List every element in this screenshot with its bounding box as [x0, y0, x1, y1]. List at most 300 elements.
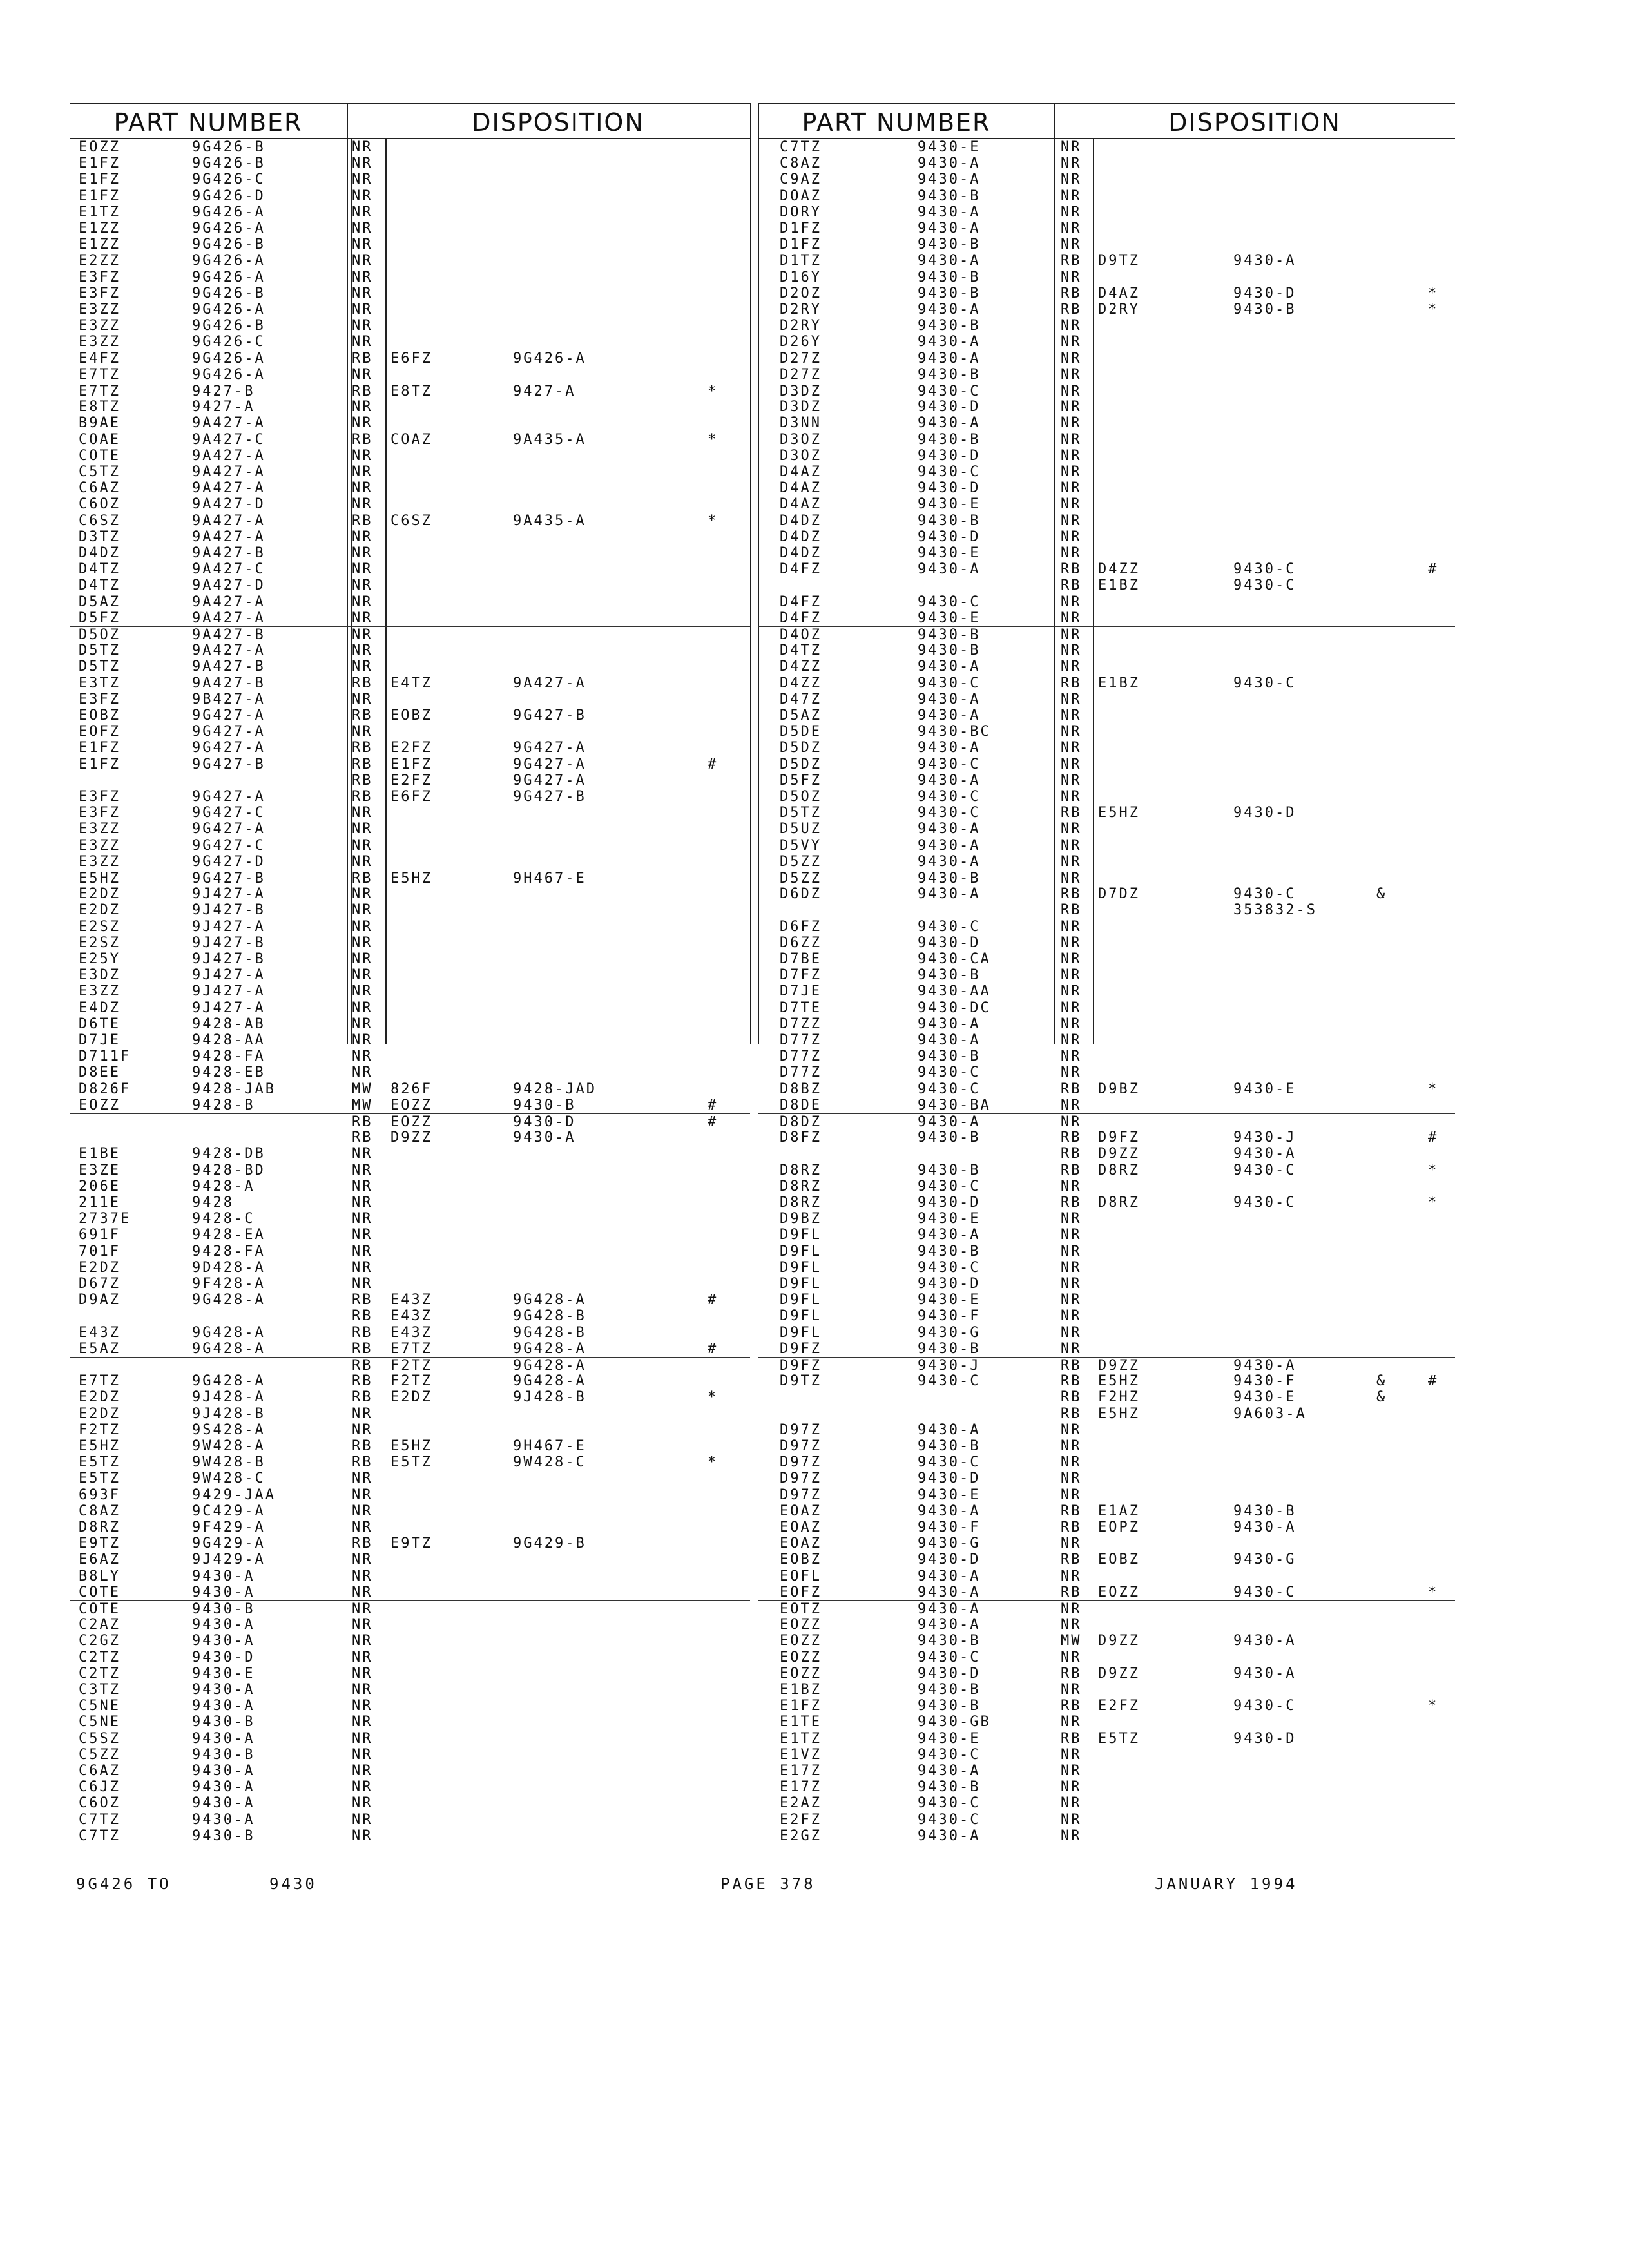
table-row [70, 1584, 750, 1600]
replacement-number: 9G428-A [513, 1340, 586, 1357]
table-row [70, 155, 750, 171]
disposition-code: RB [352, 789, 373, 805]
table-row [758, 740, 1455, 756]
replacement-prefix: E5TZ [390, 1454, 432, 1471]
disposition-code: NR [352, 1649, 373, 1666]
replacement-number: 9430-B [513, 1097, 576, 1113]
replacement-prefix: E7TZ [390, 1340, 432, 1357]
disposition-code: RB [352, 740, 373, 756]
table-row [70, 1048, 750, 1064]
part-prefix: F2TZ [79, 1421, 120, 1438]
table-row [758, 1113, 1455, 1130]
table-row [758, 610, 1455, 626]
replacement-prefix: E6FZ [390, 350, 432, 367]
table-row [758, 529, 1455, 545]
part-prefix: D77Z [780, 1064, 822, 1081]
replacement-prefix: D9TZ [1098, 253, 1140, 269]
table-row [70, 967, 750, 983]
disposition-code: NR [1061, 853, 1082, 870]
disposition-code: NR [1061, 1454, 1082, 1471]
part-number: 9430-B [918, 1129, 981, 1146]
replacement-number: 9430-C [1233, 1698, 1296, 1715]
disposition-code: NR [1061, 204, 1082, 220]
part-number: 9430-E [918, 1292, 981, 1309]
table-row [70, 1406, 750, 1422]
part-prefix: D5TZ [79, 658, 120, 675]
part-number: 9430-C [918, 1746, 981, 1763]
table-row [70, 854, 750, 870]
part-prefix: D1FZ [780, 220, 822, 236]
part-prefix: E3FZ [79, 789, 120, 805]
part-prefix: 211E [79, 1195, 120, 1211]
part-number: 9G426-A [192, 253, 265, 269]
table-row [70, 236, 750, 253]
replacement-prefix: E1AZ [1098, 1503, 1140, 1519]
part-prefix: EOAZ [780, 1503, 822, 1519]
note-flag: * [708, 512, 718, 529]
part-number: 9430-A [192, 1682, 255, 1698]
part-prefix: E1VZ [780, 1746, 822, 1763]
part-prefix: E1FZ [79, 187, 120, 204]
part-prefix: D5TZ [79, 642, 120, 659]
replacement-number: 9G429-B [513, 1535, 586, 1552]
part-prefix: C8AZ [780, 155, 822, 172]
disposition-code: NR [352, 366, 373, 383]
part-number: 9G426-C [192, 334, 265, 351]
part-number: 9430-A [192, 1698, 255, 1715]
table-row [758, 756, 1455, 773]
part-number: 9S428-A [192, 1421, 265, 1438]
part-number: 9W428-A [192, 1438, 265, 1454]
disposition-code: NR [1061, 1032, 1082, 1048]
replacement-number: 9G428-A [513, 1292, 586, 1309]
disposition-code: NR [1061, 334, 1082, 351]
disposition-code: NR [352, 1552, 373, 1568]
part-number: 9428-AB [192, 1015, 265, 1032]
disposition-code: NR [352, 545, 373, 561]
replacement-number: 9A435-A [513, 431, 586, 448]
disposition-code: NR [1061, 1535, 1082, 1552]
disposition-code: RB [1061, 1552, 1082, 1568]
disposition-code: NR [352, 1470, 373, 1487]
disposition-code: NR [352, 1503, 373, 1519]
disposition-code: RB [352, 772, 373, 789]
part-prefix: E2DZ [79, 1389, 120, 1406]
part-number: 9430-C [918, 1811, 981, 1828]
disposition-code: NR [1061, 1649, 1082, 1666]
disposition-code: NR [352, 302, 373, 318]
replacement-prefix: E43Z [390, 1292, 432, 1309]
part-number: 9430-B [918, 318, 981, 334]
part-prefix: COTE [79, 1601, 120, 1617]
table-row [758, 480, 1455, 496]
disposition-code: RB [1061, 886, 1082, 903]
replacement-number: 9430-A [513, 1129, 576, 1146]
part-number: 9430-G [918, 1324, 981, 1341]
part-number: 9G426-A [192, 302, 265, 318]
table-row [70, 1097, 750, 1113]
disposition-code: NR [352, 399, 373, 416]
replacement-prefix: E43Z [390, 1308, 432, 1325]
table-row [758, 1714, 1455, 1730]
footer-date: JANUARY 1994 [1155, 1875, 1298, 1893]
disposition-code: RB [352, 1389, 373, 1406]
part-prefix: D3DZ [780, 383, 822, 399]
part-prefix: D8RZ [79, 1519, 120, 1535]
disposition-code: NR [1061, 1746, 1082, 1763]
part-prefix: D26Y [780, 334, 822, 351]
table-row [70, 1617, 750, 1633]
disposition-code: NR [352, 561, 373, 578]
part-number: 9430-B [918, 1779, 981, 1796]
disposition-code: NR [1061, 1308, 1082, 1325]
replacement-prefix: EOPZ [1098, 1519, 1140, 1535]
part-prefix: C6JZ [79, 1779, 120, 1796]
table-row [70, 1357, 750, 1374]
part-number: 9430-A [918, 707, 981, 724]
disposition-code: NR [1061, 1601, 1082, 1617]
part-number: 9D428-A [192, 1259, 265, 1276]
table-row [758, 821, 1455, 837]
part-number: 9G427-A [192, 724, 265, 740]
part-prefix: C5NE [79, 1714, 120, 1731]
table-row [758, 253, 1455, 269]
part-prefix: D7TE [780, 999, 822, 1016]
part-number: 9A427-A [192, 480, 265, 497]
disposition-code: RB [1061, 1358, 1082, 1374]
disposition-code: NR [1061, 951, 1082, 967]
panel-edge [750, 103, 751, 1044]
disposition-code: NR [352, 577, 373, 594]
table-row [758, 1373, 1455, 1389]
replacement-prefix: 826F [390, 1081, 432, 1097]
replacement-number: 9430-C [1233, 675, 1296, 691]
part-prefix: D4AZ [780, 496, 822, 513]
part-number: 9A427-B [192, 545, 265, 561]
table-row [758, 919, 1455, 935]
part-prefix: D5OZ [79, 627, 120, 643]
disposition-code: RB [1061, 902, 1082, 919]
disposition-code: NR [1061, 545, 1082, 561]
disposition-code: NR [1061, 1243, 1082, 1260]
part-number: 9430-B [918, 187, 981, 204]
part-prefix: C6AZ [79, 1763, 120, 1779]
table-row [758, 1438, 1455, 1454]
table-row [70, 1731, 750, 1747]
part-prefix: D9FL [780, 1292, 822, 1309]
part-number: 9A427-A [192, 447, 265, 464]
disposition-code: RB [1061, 253, 1082, 269]
disposition-code: RB [1061, 1405, 1082, 1422]
replacement-number: 9G428-A [513, 1373, 586, 1390]
table-row [758, 658, 1455, 675]
disposition-code: NR [352, 269, 373, 285]
part-prefix: EOFZ [780, 1584, 822, 1600]
table-row [70, 870, 750, 887]
replacement-prefix: EOBZ [390, 707, 432, 724]
replacement-prefix: E2FZ [390, 740, 432, 756]
part-prefix: D8EE [79, 1064, 120, 1081]
note-flag-2: * [1428, 1081, 1439, 1097]
table-row [70, 642, 750, 658]
disposition-code: NR [1061, 464, 1082, 480]
part-number: 9430-C [918, 1454, 981, 1471]
part-prefix: E43Z [79, 1324, 120, 1341]
part-number: 9430-A [918, 1827, 981, 1844]
part-prefix: D8RZ [780, 1195, 822, 1211]
part-prefix: E9TZ [79, 1535, 120, 1552]
table-row [758, 1000, 1455, 1016]
part-prefix: C6AZ [79, 480, 120, 497]
table-row [70, 253, 750, 269]
part-prefix: E2DZ [79, 1259, 120, 1276]
disposition-code: NR [352, 724, 373, 740]
replacement-prefix: COAZ [390, 431, 432, 448]
part-prefix: D16Y [780, 269, 822, 285]
replacement-prefix: E5HZ [390, 1438, 432, 1454]
table-row [758, 1292, 1455, 1308]
replacement-number: 9430-F [1233, 1373, 1296, 1390]
part-prefix: D5DZ [780, 756, 822, 773]
part-prefix: D9BZ [780, 1211, 822, 1227]
disposition-code: NR [1061, 1114, 1082, 1130]
part-prefix: E2SZ [79, 934, 120, 951]
replacement-number: 9G428-B [513, 1324, 586, 1341]
replacement-number: 9430-C [1233, 1195, 1296, 1211]
part-prefix: C7TZ [79, 1827, 120, 1844]
note-flag: * [708, 1389, 718, 1406]
disposition-code: NR [1061, 1827, 1082, 1844]
left-panel [70, 103, 750, 1844]
disposition-code: NR [352, 318, 373, 334]
replacement-prefix: E2DZ [390, 1389, 432, 1406]
table-row [70, 480, 750, 496]
table-row [758, 318, 1455, 334]
table-row [758, 1698, 1455, 1714]
table-row [758, 464, 1455, 480]
replacement-prefix: EOZZ [390, 1114, 432, 1130]
disposition-code: RB [352, 1340, 373, 1357]
note-flag: * [708, 1454, 718, 1471]
part-prefix: EOFL [780, 1568, 822, 1584]
table-row [758, 1666, 1455, 1682]
part-number: 9F429-A [192, 1519, 265, 1535]
part-number: 9430-B [918, 967, 981, 984]
part-prefix: E5AZ [79, 1340, 120, 1357]
table-row [70, 1178, 750, 1195]
part-prefix: EOBZ [780, 1552, 822, 1568]
replacement-number: 9430-B [1233, 302, 1296, 318]
table-row [758, 838, 1455, 854]
disposition-code: NR [1061, 642, 1082, 659]
disposition-code: NR [352, 1178, 373, 1195]
part-prefix: E1FZ [79, 171, 120, 188]
part-prefix: D5FZ [79, 610, 120, 626]
part-number: 9G427-B [192, 756, 265, 773]
disposition-code: RB [1061, 675, 1082, 691]
table-row [758, 1454, 1455, 1470]
part-prefix: D77Z [780, 1048, 822, 1065]
disposition-code: NR [1061, 967, 1082, 984]
part-prefix: D4DZ [780, 545, 822, 561]
note-flag: & [1376, 886, 1387, 903]
part-number: 9G427-D [192, 853, 265, 870]
table-row [758, 967, 1455, 983]
disposition-code: NR [352, 658, 373, 675]
part-prefix: D5FZ [780, 772, 822, 789]
table-row [758, 1584, 1455, 1600]
disposition-code: NR [352, 951, 373, 967]
table-row [758, 1032, 1455, 1048]
part-number: 9430-D [918, 1276, 981, 1292]
part-prefix: E3FZ [79, 805, 120, 822]
table-row [758, 448, 1455, 464]
part-prefix: D3NN [780, 415, 822, 432]
part-number: 9430-E [918, 545, 981, 561]
table-row [70, 1081, 750, 1097]
disposition-code: NR [352, 415, 373, 432]
part-number: 9428-FA [192, 1243, 265, 1260]
part-number: 9430-A [918, 1584, 981, 1600]
disposition-code: RB [352, 675, 373, 691]
table-row [70, 626, 750, 643]
table-row [758, 383, 1455, 399]
part-number: 9430-B [918, 236, 981, 253]
table-row [758, 789, 1455, 805]
table-row [70, 1487, 750, 1503]
part-prefix: C7TZ [780, 139, 822, 155]
replacement-number: 9430-J [1233, 1129, 1296, 1146]
table-row [758, 1276, 1455, 1292]
table-row [758, 236, 1455, 253]
part-prefix: D9FZ [780, 1358, 822, 1374]
part-prefix: EOAZ [780, 1519, 822, 1535]
table-row [70, 577, 750, 593]
note-flag: * [708, 431, 718, 448]
disposition-code: NR [352, 1617, 373, 1633]
part-number: 9430-A [918, 415, 981, 432]
part-number-header: PART NUMBER [802, 108, 991, 137]
part-prefix: C2AZ [79, 1617, 120, 1633]
table-row [70, 658, 750, 675]
replacement-prefix: EOBZ [1098, 1552, 1140, 1568]
part-number: 9J427-A [192, 967, 265, 984]
table-row [70, 919, 750, 935]
part-prefix: D27Z [780, 350, 822, 367]
part-prefix: E1BE [79, 1146, 120, 1162]
table-row [758, 1097, 1455, 1113]
table-row [70, 334, 750, 350]
part-prefix: E3ZE [79, 1162, 120, 1178]
part-prefix: EOFZ [79, 724, 120, 740]
part-number: 9430-B [918, 366, 981, 383]
footer-range-end: 9430 [269, 1875, 317, 1893]
part-number: 9430-CA [918, 951, 991, 967]
replacement-prefix: D9ZZ [1098, 1146, 1140, 1162]
disposition-code: NR [1061, 983, 1082, 1000]
part-prefix: E3ZZ [79, 318, 120, 334]
table-row [70, 1064, 750, 1081]
disposition-code: NR [352, 886, 373, 903]
part-prefix: D67Z [79, 1276, 120, 1292]
replacement-prefix: EOZZ [1098, 1584, 1140, 1600]
part-prefix: E3FZ [79, 691, 120, 707]
part-number: 9J427-A [192, 918, 265, 935]
part-number: 9430-A [918, 837, 981, 854]
table-row [70, 1227, 750, 1243]
table-row [70, 561, 750, 577]
table-row [70, 1260, 750, 1276]
part-number: 9A427-A [192, 528, 265, 545]
replacement-prefix: E2FZ [1098, 1698, 1140, 1715]
disposition-code: RB [1061, 1195, 1082, 1211]
part-number: 9430-J [918, 1358, 981, 1374]
part-number: 9430-C [918, 918, 981, 935]
part-prefix: E2DZ [79, 902, 120, 919]
disposition-code: NR [1061, 447, 1082, 464]
table-row [70, 399, 750, 415]
part-number: 9430-C [918, 593, 981, 610]
replacement-number: 9430-C [1233, 1162, 1296, 1178]
table-row [758, 1178, 1455, 1195]
part-number: 9430-A [918, 853, 981, 870]
table-row [758, 902, 1455, 918]
table-row [758, 1325, 1455, 1341]
table-row [70, 724, 750, 740]
table-row [758, 1406, 1455, 1422]
part-number: 9G428-A [192, 1373, 265, 1390]
disposition-code: NR [1061, 1292, 1082, 1309]
part-number: 9430-D [918, 1552, 981, 1568]
part-prefix: E1FZ [79, 155, 120, 172]
disposition-code: NR [352, 1568, 373, 1584]
part-number: 9430-D [918, 447, 981, 464]
table-row [70, 935, 750, 951]
replacement-number: 9A603-A [1233, 1405, 1307, 1422]
part-prefix: E3ZZ [79, 821, 120, 838]
table-row [758, 1649, 1455, 1666]
table-row [758, 1633, 1455, 1649]
disposition-code: NR [352, 236, 373, 253]
table-row [70, 351, 750, 367]
table-row [758, 870, 1455, 887]
replacement-prefix: D4ZZ [1098, 561, 1140, 578]
disposition-code: NR [1061, 593, 1082, 610]
table-row [758, 805, 1455, 821]
table-row [758, 1211, 1455, 1227]
table-row [758, 1048, 1455, 1064]
part-number: 9430-B [918, 1633, 981, 1649]
disposition-code: NR [1061, 415, 1082, 432]
part-number: 9G426-B [192, 318, 265, 334]
footer-page: PAGE 378 [720, 1875, 816, 1893]
part-prefix: E2GZ [780, 1827, 822, 1844]
part-prefix: D1TZ [780, 253, 822, 269]
disposition-code: NR [1061, 610, 1082, 626]
replacement-number: 9430-A [1233, 1665, 1296, 1682]
part-number: 9A427-A [192, 610, 265, 626]
part-number: 9430-D [918, 399, 981, 416]
disposition-code: NR [1061, 870, 1082, 887]
table-row [70, 773, 750, 789]
part-prefix: C5SZ [79, 1730, 120, 1747]
disposition-code: NR [1061, 399, 1082, 416]
disposition-code: NR [1061, 512, 1082, 529]
part-prefix: E2AZ [780, 1795, 822, 1812]
part-number: 9G426-B [192, 155, 265, 172]
table-row [758, 1568, 1455, 1584]
part-number: 9428-C [192, 1211, 255, 1227]
